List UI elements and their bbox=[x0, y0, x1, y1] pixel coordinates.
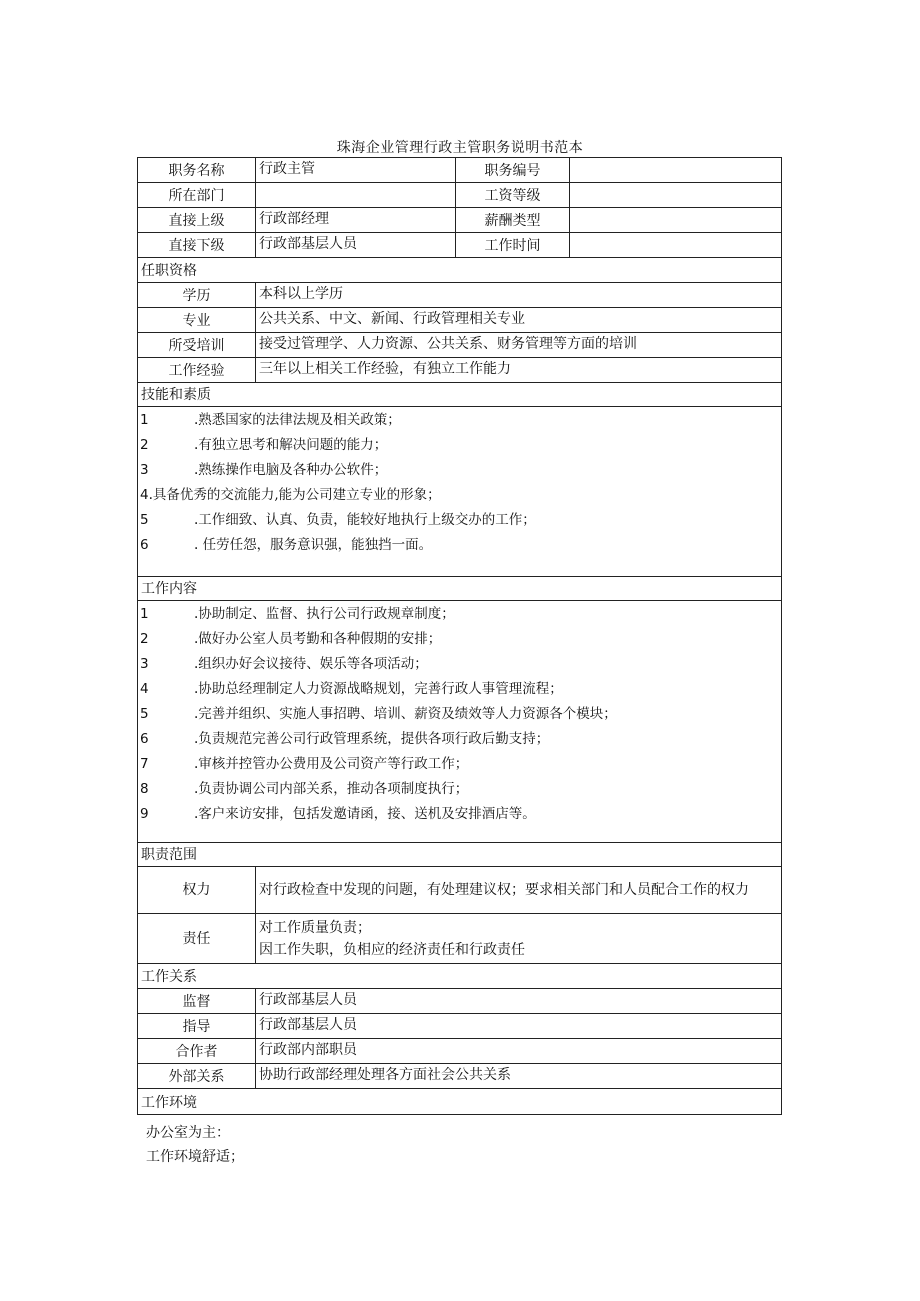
row-education bbox=[138, 283, 782, 308]
row-power bbox=[138, 867, 782, 914]
work-heading: 工作内容 bbox=[138, 577, 782, 601]
list-item bbox=[140, 482, 781, 507]
row-dept bbox=[138, 183, 782, 208]
duty-label: 责任 bbox=[138, 914, 256, 964]
section-environment bbox=[138, 1089, 782, 1115]
guide-label: 指导 bbox=[138, 1014, 256, 1039]
work-list bbox=[138, 601, 782, 843]
superior-label: 直接上级 bbox=[138, 208, 256, 233]
section-work bbox=[138, 577, 782, 601]
item-number: 1 bbox=[140, 411, 149, 428]
list-item bbox=[140, 676, 781, 701]
partner-value: 行政部内部职员 bbox=[256, 1039, 782, 1064]
skills-list-row bbox=[138, 407, 782, 577]
item-text: .具备优秀的交流能力,能为公司建立专业的形象； bbox=[148, 486, 441, 503]
item-text: .协助制定、监督、执行公司行政规章制度； bbox=[194, 605, 455, 622]
education-value: 本科以上学历 bbox=[256, 283, 782, 308]
salary-grade-value bbox=[570, 183, 782, 208]
row-experience bbox=[138, 358, 782, 383]
job-no-label: 职务编号 bbox=[456, 158, 570, 183]
row-guide bbox=[138, 1014, 782, 1039]
list-item bbox=[140, 601, 781, 626]
subordinate-label: 直接下级 bbox=[138, 233, 256, 258]
item-number: 8 bbox=[140, 780, 149, 797]
list-item bbox=[140, 507, 781, 532]
list-item bbox=[140, 701, 781, 726]
major-label: 专业 bbox=[138, 308, 256, 333]
work-time-value bbox=[570, 233, 782, 258]
item-text: .负责规范完善公司行政管理系统，提供各项行政后勤支持； bbox=[194, 730, 550, 747]
qualification-heading: 任职资格 bbox=[138, 258, 782, 283]
item-text: .熟练操作电脑及各种办公软件； bbox=[194, 461, 388, 478]
salary-grade-label: 工资等级 bbox=[456, 183, 570, 208]
list-item bbox=[140, 432, 781, 457]
external-label: 外部关系 bbox=[138, 1064, 256, 1089]
list-item bbox=[140, 651, 781, 676]
duty-value bbox=[256, 914, 782, 964]
item-text: .工作细致、认真、负责，能较好地执行上级交办的工作； bbox=[194, 511, 536, 528]
training-value: 接受过管理学、人力资源、公共关系、财务管理等方面的培训 bbox=[256, 333, 782, 358]
dept-value bbox=[256, 183, 456, 208]
experience-label: 工作经验 bbox=[138, 358, 256, 383]
job-name-value: 行政主管 bbox=[256, 158, 456, 183]
environment-line-1: 办公室为主： bbox=[146, 1125, 230, 1141]
duty-line-2: 因工作失职，负相应的经济责任和行政责任 bbox=[259, 941, 525, 958]
row-duty bbox=[138, 914, 782, 964]
section-relations bbox=[138, 964, 782, 989]
list-item bbox=[140, 407, 781, 432]
section-skills bbox=[138, 383, 782, 407]
item-text: .组织办好会议接待、娱乐等各项活动； bbox=[194, 655, 428, 672]
item-text: .有独立思考和解决问题的能力； bbox=[194, 436, 388, 453]
item-text: .做好办公室人员考勤和各种假期的安排； bbox=[194, 630, 442, 647]
section-scope bbox=[138, 843, 782, 867]
list-item bbox=[140, 726, 781, 751]
scope-heading: 职责范围 bbox=[138, 843, 782, 867]
item-number: 5 bbox=[140, 511, 149, 528]
job-no-value bbox=[570, 158, 782, 183]
pay-type-label: 薪酬类型 bbox=[456, 208, 570, 233]
list-item bbox=[140, 626, 781, 651]
list-item bbox=[140, 457, 781, 482]
superior-value: 行政部经理 bbox=[256, 208, 456, 233]
work-list-row bbox=[138, 601, 782, 843]
guide-value: 行政部基层人员 bbox=[256, 1014, 782, 1039]
experience-value: 三年以上相关工作经验，有独立工作能力 bbox=[256, 358, 782, 383]
education-label: 学历 bbox=[138, 283, 256, 308]
item-number: 3 bbox=[140, 655, 149, 672]
major-value: 公共关系、中文、新闻、行政管理相关专业 bbox=[256, 308, 782, 333]
row-partner bbox=[138, 1039, 782, 1064]
supervise-value: 行政部基层人员 bbox=[256, 989, 782, 1014]
item-text: .客户来访安排，包括发邀请函，接、送机及安排酒店等。 bbox=[194, 805, 536, 822]
job-name-label: 职务名称 bbox=[138, 158, 256, 183]
duty-line-1: 对工作质量负责； bbox=[259, 919, 371, 936]
item-text: .审核并控管办公费用及公司资产等行政工作； bbox=[194, 755, 469, 772]
job-description-table bbox=[137, 157, 782, 1115]
relations-heading: 工作关系 bbox=[138, 964, 782, 989]
supervise-label: 监督 bbox=[138, 989, 256, 1014]
list-item bbox=[140, 751, 781, 776]
training-label: 所受培训 bbox=[138, 333, 256, 358]
row-external bbox=[138, 1064, 782, 1089]
item-number: 2 bbox=[140, 630, 149, 647]
list-item bbox=[140, 776, 781, 801]
item-text: .完善并组织、实施人事招聘、培训、薪资及绩效等人力资源各个模块； bbox=[194, 705, 617, 722]
item-number: 4 bbox=[140, 486, 149, 503]
power-value: 对行政检查中发现的问题，有处理建议权；要求相关部门和人员配合工作的权力 bbox=[256, 867, 782, 914]
pay-type-value bbox=[570, 208, 782, 233]
dept-label: 所在部门 bbox=[138, 183, 256, 208]
skills-list bbox=[138, 407, 782, 577]
list-item bbox=[140, 532, 781, 557]
document-title: 珠海企业管理行政主管职务说明书范本 bbox=[336, 140, 584, 156]
row-training bbox=[138, 333, 782, 358]
item-text: . 任劳任怨，服务意识强，能独挡一面。 bbox=[194, 536, 433, 553]
list-item bbox=[140, 801, 781, 826]
item-number: 1 bbox=[140, 605, 149, 622]
work-time-label: 工作时间 bbox=[456, 233, 570, 258]
item-text: .负责协调公司内部关系，推动各项制度执行； bbox=[194, 780, 469, 797]
row-major bbox=[138, 308, 782, 333]
partner-label: 合作者 bbox=[138, 1039, 256, 1064]
item-number: 4 bbox=[140, 680, 149, 697]
item-number: 5 bbox=[140, 705, 149, 722]
subordinate-value: 行政部基层人员 bbox=[256, 233, 456, 258]
row-superior bbox=[138, 208, 782, 233]
environment-heading: 工作环境 bbox=[138, 1089, 782, 1115]
external-value: 协助行政部经理处理各方面社会公共关系 bbox=[256, 1064, 782, 1089]
item-number: 6 bbox=[140, 536, 149, 553]
item-number: 2 bbox=[140, 436, 149, 453]
item-text: .熟悉国家的法律法规及相关政策； bbox=[194, 411, 401, 428]
environment-line-2: 工作环境舒适； bbox=[146, 1149, 244, 1165]
row-subordinate bbox=[138, 233, 782, 258]
item-number: 6 bbox=[140, 730, 149, 747]
row-job-name bbox=[138, 158, 782, 183]
item-number: 9 bbox=[140, 805, 149, 822]
power-label: 权力 bbox=[138, 867, 256, 914]
section-qualification bbox=[138, 258, 782, 283]
item-text: .协助总经理制定人力资源战略规划，完善行政人事管理流程； bbox=[194, 680, 563, 697]
row-supervise bbox=[138, 989, 782, 1014]
item-number: 3 bbox=[140, 461, 149, 478]
skills-heading: 技能和素质 bbox=[138, 383, 782, 407]
item-number: 7 bbox=[140, 755, 149, 772]
